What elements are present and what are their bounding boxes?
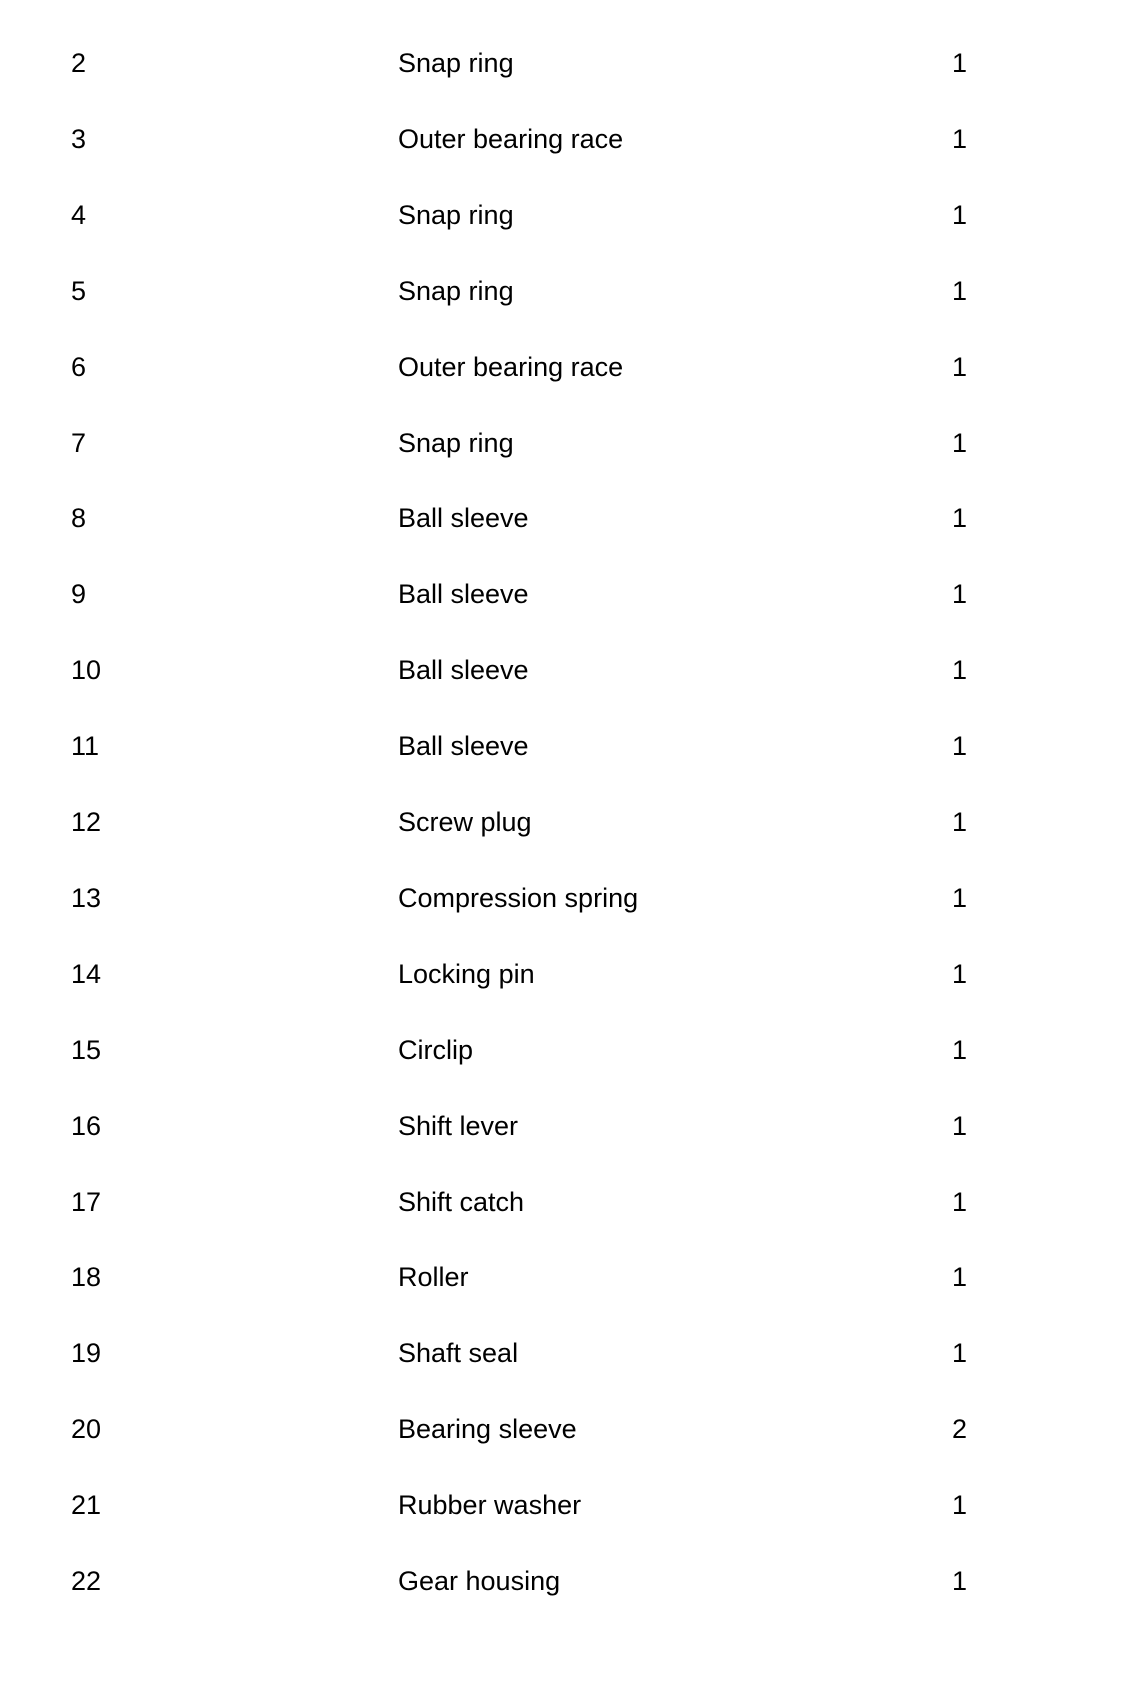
table-row xyxy=(0,1409,1136,1449)
part-number: 6 xyxy=(71,351,87,382)
table-row xyxy=(0,43,1136,83)
table-row xyxy=(0,1182,1136,1222)
part-number: 3 xyxy=(71,123,87,154)
table-row xyxy=(0,802,1136,842)
part-description: Snap ring xyxy=(398,427,514,458)
part-number: 22 xyxy=(71,1566,102,1596)
part-description: Ball sleeve xyxy=(398,655,529,686)
part-quantity: 1 xyxy=(952,275,968,306)
table-row xyxy=(0,1106,1136,1146)
part-quantity: 1 xyxy=(952,1262,968,1293)
part-description: Bearing sleeve xyxy=(398,1414,577,1445)
table-row xyxy=(0,1030,1136,1070)
table-row xyxy=(0,1561,1136,1601)
part-quantity: 1 xyxy=(952,655,968,686)
part-quantity: 1 xyxy=(952,958,968,989)
part-number: 18 xyxy=(71,1262,102,1293)
table-row xyxy=(0,498,1136,538)
table-row xyxy=(0,195,1136,235)
part-description: Rubber washer xyxy=(398,1490,582,1521)
part-number: 2 xyxy=(71,48,87,78)
part-description: Compression spring xyxy=(398,882,639,913)
part-number: 17 xyxy=(71,1186,102,1217)
part-quantity: 1 xyxy=(952,427,968,458)
table-row xyxy=(0,1333,1136,1373)
part-number: 10 xyxy=(71,655,102,686)
table-row xyxy=(0,347,1136,387)
table-row xyxy=(0,726,1136,766)
part-quantity: 1 xyxy=(952,351,968,382)
part-quantity: 1 xyxy=(952,1110,968,1141)
part-quantity: 1 xyxy=(952,123,968,154)
part-description: Ball sleeve xyxy=(398,579,529,610)
table-row xyxy=(0,1257,1136,1297)
part-description: Ball sleeve xyxy=(398,503,529,534)
part-number: 16 xyxy=(71,1110,102,1141)
part-number: 13 xyxy=(71,882,102,913)
table-row xyxy=(0,574,1136,614)
part-number: 14 xyxy=(71,958,102,989)
table-row xyxy=(0,271,1136,311)
part-quantity: 1 xyxy=(952,1034,968,1065)
part-number: 4 xyxy=(71,199,87,230)
part-number: 12 xyxy=(71,807,102,837)
table-row xyxy=(0,1485,1136,1525)
part-description: Shift lever xyxy=(398,1110,519,1141)
part-quantity: 1 xyxy=(952,1490,968,1521)
table-row xyxy=(0,650,1136,690)
part-quantity: 1 xyxy=(952,807,968,837)
part-description: Circlip xyxy=(398,1034,474,1065)
part-number: 7 xyxy=(71,427,87,458)
part-description: Shaft seal xyxy=(398,1338,519,1369)
table-row xyxy=(0,119,1136,159)
part-description: Outer bearing race xyxy=(398,351,624,382)
part-number: 8 xyxy=(71,503,87,534)
table-row xyxy=(0,878,1136,918)
part-description: Snap ring xyxy=(398,48,514,78)
part-quantity: 1 xyxy=(952,503,968,534)
part-number: 15 xyxy=(71,1034,102,1065)
part-description: Outer bearing race xyxy=(398,123,624,154)
part-description: Locking pin xyxy=(398,958,535,989)
part-quantity: 1 xyxy=(952,1338,968,1369)
part-number: 21 xyxy=(71,1490,102,1521)
part-quantity: 1 xyxy=(952,731,968,762)
table-row xyxy=(0,423,1136,463)
part-description: Snap ring xyxy=(398,275,514,306)
part-quantity: 1 xyxy=(952,48,968,78)
part-number: 5 xyxy=(71,275,87,306)
part-number: 9 xyxy=(71,579,87,610)
part-description: Screw plug xyxy=(398,807,532,837)
table-row xyxy=(0,954,1136,994)
part-quantity: 1 xyxy=(952,882,968,913)
part-quantity: 2 xyxy=(952,1414,968,1445)
part-description: Gear housing xyxy=(398,1566,561,1596)
part-quantity: 1 xyxy=(952,1186,968,1217)
part-description: Roller xyxy=(398,1262,469,1293)
part-quantity: 1 xyxy=(952,199,968,230)
part-number: 20 xyxy=(71,1414,102,1445)
part-description: Ball sleeve xyxy=(398,731,529,762)
part-description: Snap ring xyxy=(398,199,514,230)
part-description: Shift catch xyxy=(398,1186,525,1217)
part-number: 11 xyxy=(71,731,100,762)
part-number: 19 xyxy=(71,1338,102,1369)
part-quantity: 1 xyxy=(952,1566,968,1596)
part-quantity: 1 xyxy=(952,579,968,610)
